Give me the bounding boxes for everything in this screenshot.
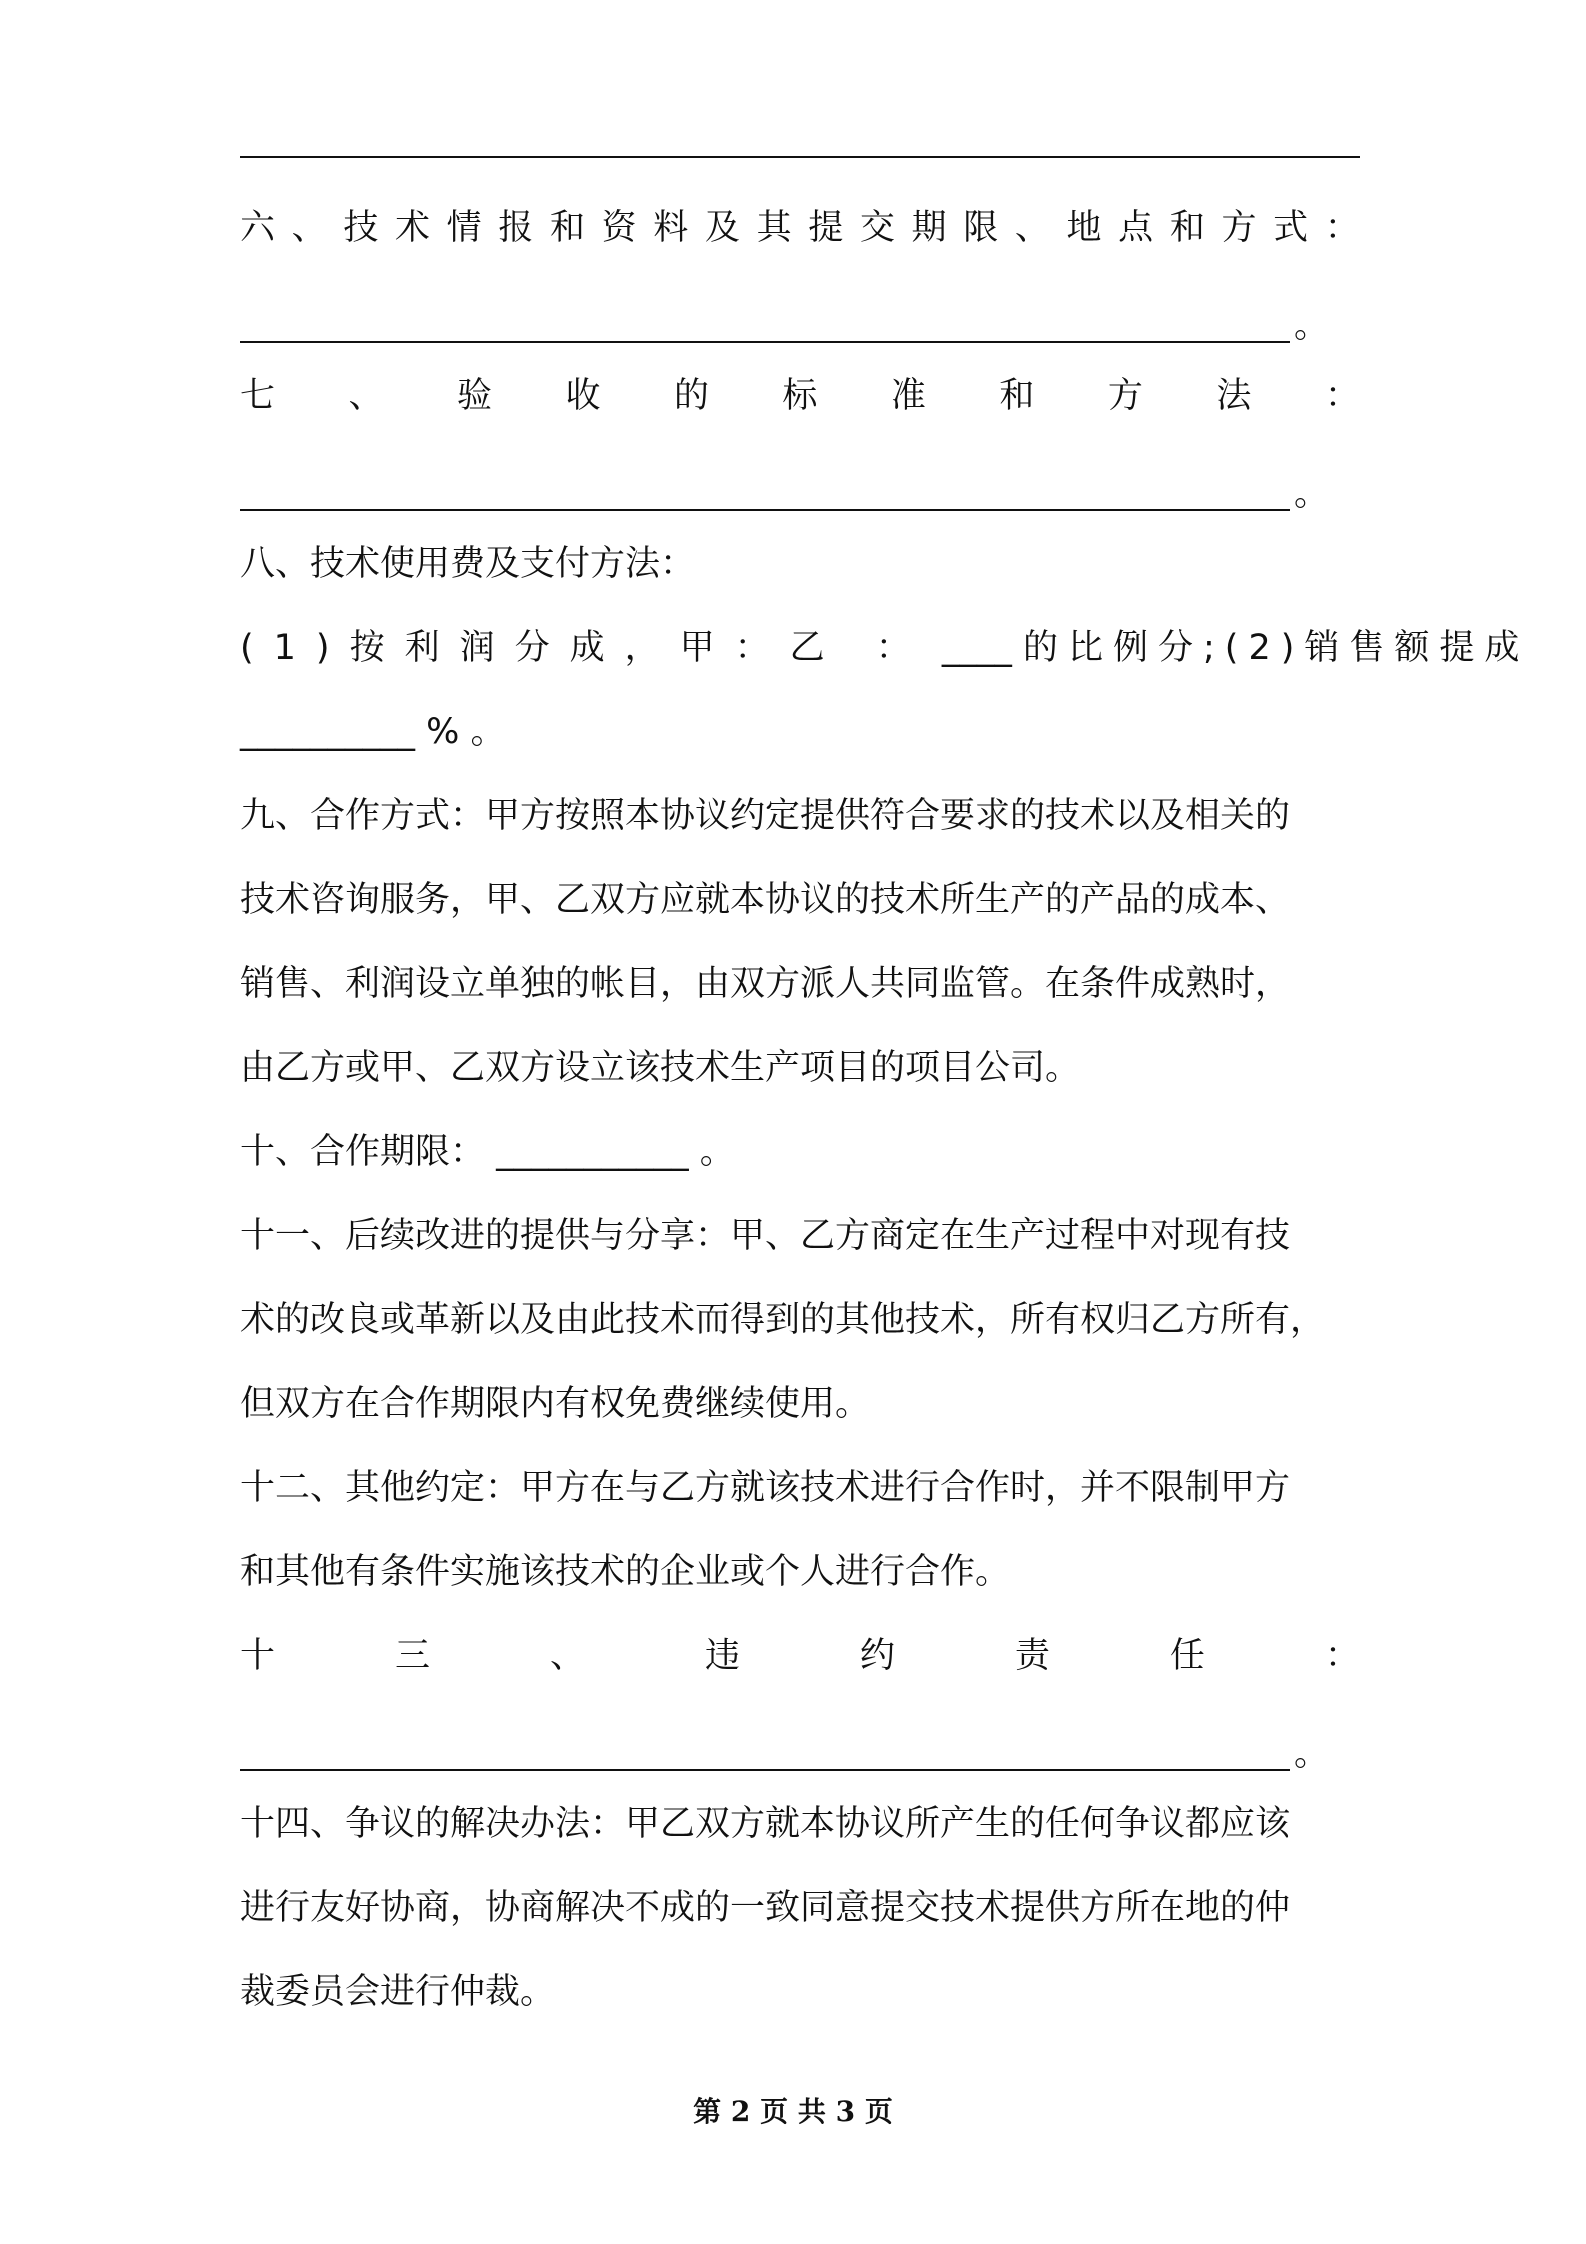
term-blank: ___________ [496, 1132, 689, 1172]
section9-line-4: 由乙方或甲、乙双方设立该技术生产项目的项目公司。 [240, 1048, 1081, 1088]
section12-line-1: 十二、其他约定：甲方在与乙方就该技术进行合作时，并不限制甲方 [240, 1468, 1291, 1508]
section11-line-3: 但双方在合作期限内有权免费继续使用。 [240, 1384, 871, 1424]
ratio-blank: ____ [941, 628, 1012, 668]
section14-line-1: 十四、争议的解决办法：甲乙双方就本协议所产生的任何争议都应该 [240, 1804, 1291, 1844]
percent-blank: __________ [240, 712, 415, 752]
page-number: 第 2 页 共 3 页 [693, 2095, 893, 2128]
section13-heading: 十 三 、 违 约 责 任 ： [240, 1636, 1360, 1676]
section11-line-2: 术的改良或革新以及由此技术而得到的其他技术，所有权归乙方所有， [240, 1300, 1326, 1340]
fill-in-blank [240, 341, 1290, 343]
section6-heading: 六 、 技 术 情 报 和 资 料 及 其 提 交 期 限 、 地 点 和 方 式 ： [240, 208, 1360, 248]
section13-blank-line: 。 [240, 1724, 1360, 1784]
section9-line-2: 技术咨询服务，甲、乙双方应就本协议的技术所生产的产品的成本、 [240, 880, 1291, 920]
fill-in-blank [240, 1769, 1290, 1771]
section9-line-3: 销售、利润设立单独的帐目，由双方派人共同监管。在条件成熟时， [240, 964, 1291, 1004]
section7-blank-line: 。 [240, 464, 1360, 524]
section11-line-1: 十一、后续改进的提供与分享：甲、乙方商定在生产过程中对现有技 [240, 1216, 1291, 1256]
header-rule [240, 156, 1360, 158]
section8-heading: 八、技术使用费及支付方法： [240, 544, 696, 584]
section8-line3: __________ % 。 [240, 712, 506, 752]
section14-line-3: 裁委员会进行仲裁。 [240, 1972, 556, 2012]
section12-line-2: 和其他有条件实施该技术的企业或个人进行合作。 [240, 1552, 1011, 1592]
section9-line-1: 九、合作方式：甲方按照本协议约定提供符合要求的技术以及相关的 [240, 796, 1291, 836]
section7-heading: 七 、 验 收 的 标 准 和 方 法 ： [240, 376, 1360, 416]
section6-blank-line: 。 [240, 296, 1360, 356]
section14-line-2: 进行友好协商，协商解决不成的一致同意提交技术提供方所在地的仲 [240, 1888, 1291, 1928]
fill-in-blank [240, 509, 1290, 511]
section10-line: 十、合作期限： ___________ 。 [240, 1132, 735, 1172]
section8-line2: (1)按利润分成，甲：乙 ： ____ 的比例分;(2)销售额提成 [240, 628, 1530, 668]
